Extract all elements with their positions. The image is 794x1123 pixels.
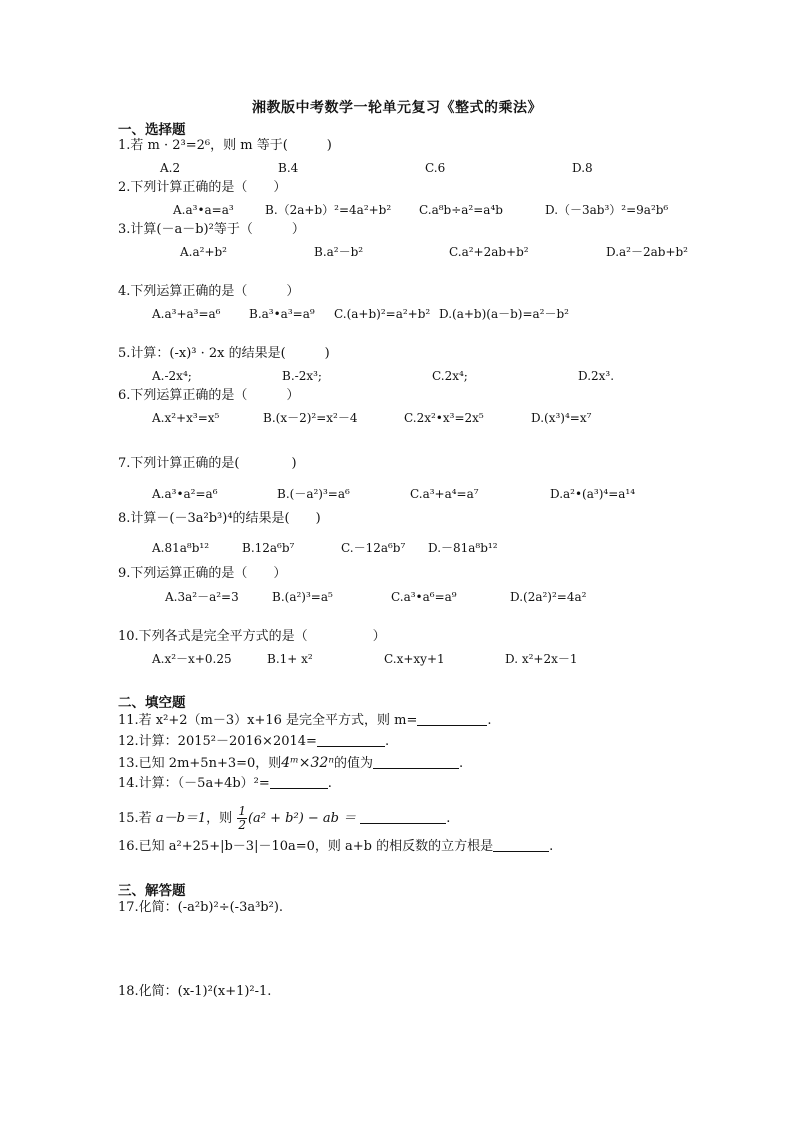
question-13-prefix: 13.已知 2m+5n+3=0，则 <box>118 756 282 771</box>
question-10-option-a: A.x²－x+0.25 <box>152 652 232 666</box>
question-12-text: 12.计算：2015²－2016×2014= <box>118 734 317 749</box>
question-4-option-c: C.(a+b)²=a²+b² <box>334 307 431 321</box>
question-15: 15.若 a－b＝1，则 $\frac{1}{2}$ (a² + b²) − ab ＝ . <box>118 804 451 832</box>
question-13-suffix: 的值为 <box>334 756 374 771</box>
question-7-option-a: A.a³•a²=a⁶ <box>152 487 218 501</box>
question-9-option-b: B.(a²)³=a⁵ <box>272 590 333 604</box>
question-1-option-a: A.2 <box>160 161 181 175</box>
question-6-option-a: A.x²+x³=x⁵ <box>152 411 220 425</box>
question-5-option-a: A.-2x⁴; <box>152 369 192 383</box>
question-8-option-b: B.12a⁶b⁷ <box>242 541 295 555</box>
question-6-option-c: C.2x²•x³=2x⁵ <box>404 411 484 425</box>
question-9-option-a: A.3a²－a²=3 <box>165 590 239 604</box>
fraction-numerator: 1 <box>238 804 246 818</box>
page-title: 湘教版中考数学一轮单元复习《整式的乘法》 <box>252 100 542 116</box>
question-5-option-c: C.2x⁴; <box>432 369 468 383</box>
question-1-stem: 1.若 m · 2³=2⁶，则 m 等于( ) <box>118 138 332 153</box>
answer-blank-13[interactable] <box>373 756 459 769</box>
question-8-option-d: D.－81a⁸b¹² <box>428 541 498 555</box>
question-5-stem: 5.计算：(-x)³ · 2x 的结果是( ) <box>118 346 330 361</box>
question-3-option-c: C.a²+2ab+b² <box>449 245 529 259</box>
question-3-option-d: D.a²－2ab+b² <box>606 245 688 259</box>
question-2-option-c: C.a⁸b÷a²=a⁴b <box>419 203 503 217</box>
question-9-stem: 9.下列运算正确的是（ ） <box>118 566 287 581</box>
question-6-option-d: D.(x³)⁴=x⁷ <box>531 411 592 425</box>
question-1-option-d: D.8 <box>572 161 593 175</box>
question-3-option-a: A.a²+b² <box>180 245 227 259</box>
answer-blank-15[interactable] <box>360 811 446 824</box>
question-18: 18.化简：(x-1)²(x+1)²-1. <box>118 984 272 999</box>
question-7-option-b: B.(－a²)³=a⁶ <box>277 487 350 501</box>
question-11-text: 11.若 x²+2（m－3）x+16 是完全平方式，则 m= <box>118 713 418 728</box>
answer-blank-11[interactable] <box>417 713 487 726</box>
question-13: 13.已知 2m+5n+3=0，则4ᵐ×32ⁿ的值为 . <box>118 755 464 771</box>
question-9-option-c: C.a³•a⁶=a⁹ <box>391 590 457 604</box>
question-8-option-a: A.81a⁸b¹² <box>152 541 210 555</box>
question-17: 17.化简：(-a²b)²÷(-3a³b²). <box>118 900 284 915</box>
question-10-stem: 10.下列各式是完全平方式的是（ ） <box>118 629 386 644</box>
question-8-stem: 8.计算－(－3a²b³)⁴的结果是( ) <box>118 511 321 526</box>
question-7-option-d: D.a²•(a³)⁴=a¹⁴ <box>550 487 636 501</box>
question-4-option-a: A.a³+a³=a⁶ <box>152 307 221 321</box>
question-2-option-a: A.a³•a=a³ <box>173 203 234 217</box>
fraction-one-half <box>237 805 247 832</box>
answer-blank-12[interactable] <box>317 734 385 747</box>
question-15-prefix: 15.若 <box>118 811 152 826</box>
question-3-stem: 3.计算(－a－b)²等于（ ） <box>118 222 305 237</box>
question-10-option-c: C.x+xy+1 <box>384 652 445 666</box>
answer-blank-14[interactable] <box>270 776 328 789</box>
answer-blank-16[interactable] <box>493 839 549 852</box>
question-15-expression: (a² + b²) − ab ＝ <box>247 811 357 826</box>
question-15-mid: ，则 <box>206 811 233 826</box>
question-4-stem: 4.下列运算正确的是（ ） <box>118 284 300 299</box>
question-4-option-d: D.(a+b)(a－b)=a²－b² <box>439 307 569 321</box>
question-4-option-b: B.a³•a³=a⁹ <box>249 307 315 321</box>
section-heading-answer: 三、解答题 <box>118 883 186 899</box>
question-9-option-d: D.(2a²)²=4a² <box>510 590 587 604</box>
question-2-option-d: D.（－3ab³）²=9a²b⁶ <box>545 203 669 217</box>
question-1-option-b: B.4 <box>278 161 299 175</box>
fraction-denominator: 2 <box>238 818 246 832</box>
question-11: 11.若 x²+2（m－3）x+16 是完全平方式，则 m= . <box>118 713 492 728</box>
question-10-option-d: D. x²+2x－1 <box>505 652 578 666</box>
question-8-option-c: C.－12a⁶b⁷ <box>341 541 406 555</box>
question-15-condition: a－b＝1 <box>155 811 207 826</box>
question-1-option-c: C.6 <box>425 161 446 175</box>
question-5-option-b: B.-2x³; <box>282 369 322 383</box>
question-6-option-b: B.(x－2)²=x²－4 <box>263 411 358 425</box>
section-heading-fill: 二、填空题 <box>118 695 186 711</box>
question-2-stem: 2.下列计算正确的是（ ） <box>118 180 287 195</box>
question-2-option-b: B.（2a+b）²=4a²+b² <box>265 203 392 217</box>
question-5-option-d: D.2x³. <box>578 369 615 383</box>
section-heading-choice: 一、选择题 <box>118 122 186 138</box>
question-7-option-c: C.a³+a⁴=a⁷ <box>410 487 479 501</box>
question-16-text: 16.已知 a²+25+|b－3|－10a=0，则 a+b 的相反数的立方根是 <box>118 839 494 854</box>
question-14: 14.计算：（－5a+4b）²= . <box>118 776 332 791</box>
question-16: 16.已知 a²+25+|b－3|－10a=0，则 a+b 的相反数的立方根是 . <box>118 839 554 854</box>
question-14-text: 14.计算：（－5a+4b）²= <box>118 776 270 791</box>
question-7-stem: 7.下列计算正确的是( ) <box>118 456 297 471</box>
question-12: 12.计算：2015²－2016×2014= . <box>118 734 390 749</box>
question-10-option-b: B.1+ x² <box>267 652 313 666</box>
question-13-expression: 4ᵐ×32ⁿ <box>281 755 334 771</box>
question-6-stem: 6.下列运算正确的是（ ） <box>118 388 300 403</box>
question-3-option-b: B.a²－b² <box>314 245 364 259</box>
